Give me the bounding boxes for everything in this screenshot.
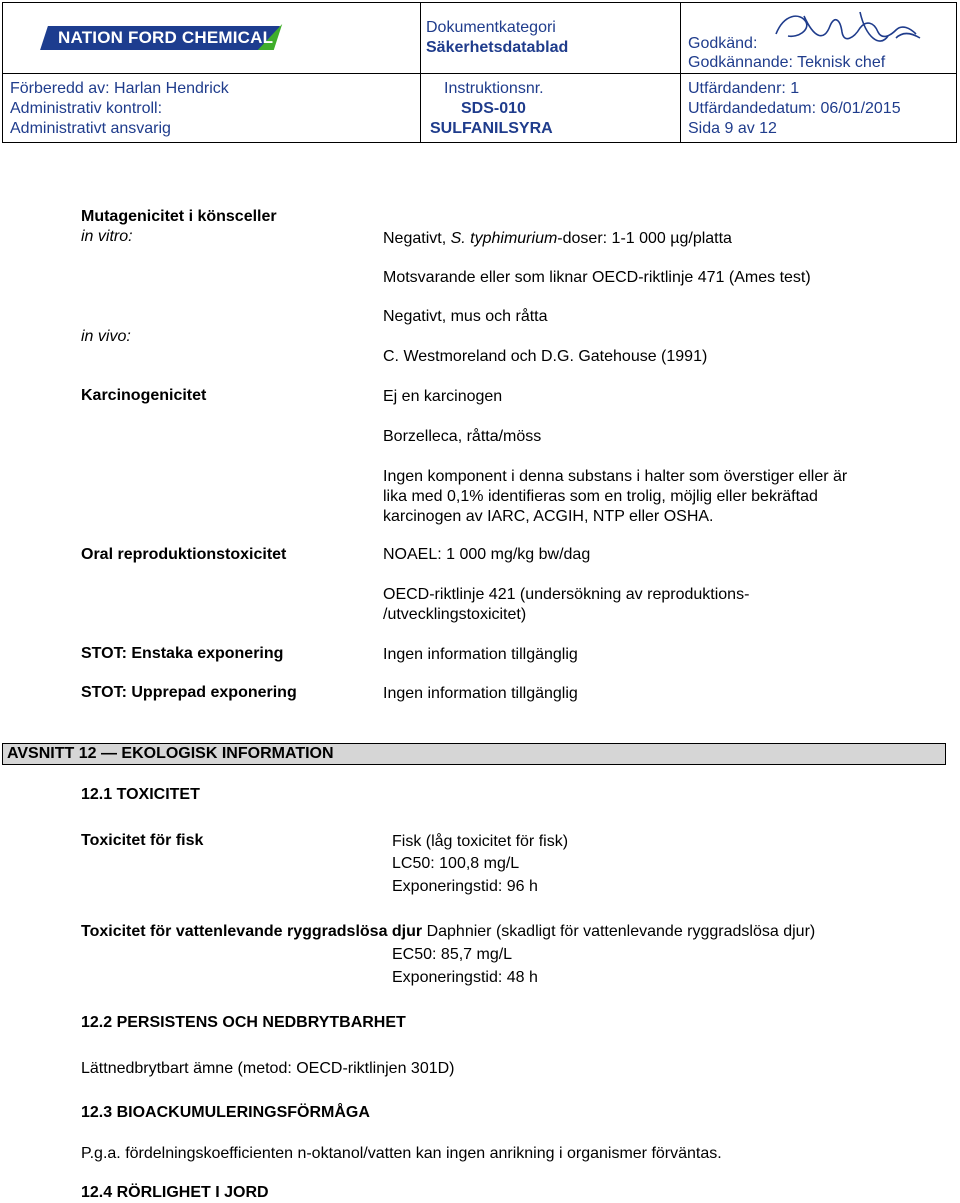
header-divider <box>3 73 956 74</box>
oral-repro-method-line: /utvecklingstoxicitet) <box>383 606 527 623</box>
subsection-12-3-title: 12.3 BIOACKUMULERINGSFÖRMÅGA <box>81 1104 370 1121</box>
oral-repro-result: NOAEL: 1 000 mg/kg bw/dag <box>383 546 591 563</box>
species-name: S. typhimurium <box>450 230 558 247</box>
stot-repeat-value: Ingen information tillgänglig <box>383 685 578 702</box>
carcinogenicity-reference: Borzelleca, råtta/möss <box>383 428 542 445</box>
instruction-label: Instruktionsnr. <box>444 80 544 97</box>
stot-repeat-label: STOT: Upprepad exponering <box>81 684 297 701</box>
in-vitro-dose: -doser: 1-1 000 µg/platta <box>557 230 732 247</box>
doc-category-label: Dokumentkategori <box>426 19 556 36</box>
mutagenicity-label: Mutagenicitet i könsceller <box>81 208 277 225</box>
in-vitro-result-text: Negativt, <box>383 230 451 247</box>
carcinogenicity-label: Karcinogenicitet <box>81 387 207 404</box>
section-12-title: AVSNITT 12 — EKOLOGISK INFORMATION <box>7 745 334 762</box>
carcinogenicity-note-line: karcinogen av IARC, ACGIH, NTP eller OSHA. <box>383 508 714 525</box>
in-vivo-reference: C. Westmoreland och D.G. Gatehouse (1991) <box>383 348 708 365</box>
bioaccumulation-text: P.g.a. fördelningskoefficienten n-oktanol/vatten kan ingen anrikning i organismer förväntas. <box>81 1145 722 1162</box>
section-12-header <box>2 743 946 765</box>
issue-number: Utfärdandenr: 1 <box>688 80 800 97</box>
in-vitro-label: in vitro: <box>81 228 133 245</box>
in-vitro-method: Motsvarande eller som liknar OECD-riktlinje 471 (Ames test) <box>383 269 811 286</box>
fish-toxicity-line: LC50: 100,8 mg/L <box>392 855 520 872</box>
instruction-number: SDS-010 <box>461 100 526 117</box>
prepared-by: Förberedd av: Harlan Hendrick <box>10 80 229 97</box>
fish-toxicity-label: Toxicitet för fisk <box>81 832 204 849</box>
in-vivo-result: Negativt, mus och råtta <box>383 308 548 325</box>
carcinogenicity-result: Ej en karcinogen <box>383 388 503 405</box>
oral-repro-label: Oral reproduktionstoxicitet <box>81 546 287 563</box>
signature-image <box>770 8 930 54</box>
page-number: Sida 9 av 12 <box>688 120 777 137</box>
stot-single-value: Ingen information tillgänglig <box>383 646 578 663</box>
carcinogenicity-note-line: Ingen komponent i denna substans i halter som överstiger eller är <box>383 468 848 485</box>
persistence-text: Lättnedbrytbart ämne (metod: OECD-riktlinjen 301D) <box>81 1060 455 1077</box>
admin-control: Administrativ kontroll: <box>10 100 163 117</box>
logo-text: NATION FORD CHEMICAL <box>58 28 274 47</box>
admin-responsible: Administrativt ansvarig <box>10 120 171 137</box>
carcinogenicity-note-line: lika med 0,1% identifieras som en trolig, möjlig eller bekräftad <box>383 488 818 505</box>
invertebrate-toxicity-desc: Daphnier (skadligt för vattenlevande ryggradslösa djur) <box>422 923 816 940</box>
invertebrate-toxicity <box>81 922 815 942</box>
subsection-12-4-title: 12.4 RÖRLIGHET I JORD <box>81 1184 269 1201</box>
invertebrate-toxicity-line: EC50: 85,7 mg/L <box>392 946 513 963</box>
in-vivo-label: in vivo: <box>81 328 131 345</box>
approved-label: Godkänd: <box>688 35 758 52</box>
issue-date: Utfärdandedatum: 06/01/2015 <box>688 100 901 117</box>
fish-toxicity-line: Fisk (låg toxicitet för fisk) <box>392 833 569 850</box>
in-vitro-result <box>383 229 732 249</box>
invertebrate-toxicity-line: Exponeringstid: 48 h <box>392 969 538 986</box>
company-logo <box>44 22 276 52</box>
invertebrate-toxicity-label: Toxicitet för vattenlevande ryggradslösa djur <box>81 923 423 940</box>
stot-single-label: STOT: Enstaka exponering <box>81 645 284 662</box>
oral-repro-method-line: OECD-riktlinje 421 (undersökning av reproduktions- <box>383 586 750 603</box>
product-name: SULFANILSYRA <box>430 120 553 137</box>
doc-category-value: Säkerhetsdatablad <box>426 39 569 56</box>
approver: Godkännande: Teknisk chef <box>688 54 886 71</box>
fish-toxicity-line: Exponeringstid: 96 h <box>392 878 538 895</box>
subsection-12-1-title: 12.1 TOXICITET <box>81 786 200 803</box>
subsection-12-2-title: 12.2 PERSISTENS OCH NEDBRYTBARHET <box>81 1014 406 1031</box>
